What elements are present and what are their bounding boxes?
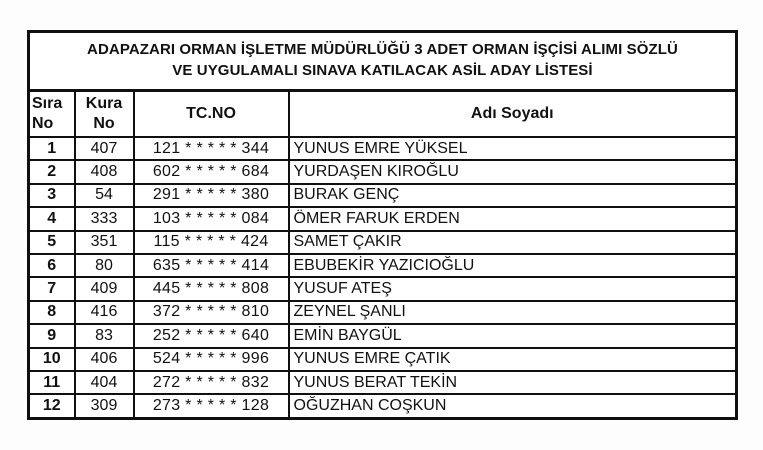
cell-sira-no: 1 xyxy=(29,137,75,160)
cell-kura-no: 83 xyxy=(75,324,134,347)
cell-kura-no: 333 xyxy=(75,207,134,230)
cell-kura-no: 408 xyxy=(75,160,134,183)
table-row xyxy=(29,207,737,230)
column-header-tc-no: TC.NO xyxy=(134,91,289,138)
cell-kura-no: 54 xyxy=(75,184,134,207)
cell-adi-soyadi: YURDAŞEN KIROĞLU xyxy=(289,160,737,183)
cell-tc-no: 445 * * * * * 808 xyxy=(134,277,289,300)
cell-kura-no: 416 xyxy=(75,301,134,324)
table-row xyxy=(29,137,737,160)
cell-tc-no: 635 * * * * * 414 xyxy=(134,254,289,277)
cell-sira-no: 10 xyxy=(29,348,75,371)
cell-adi-soyadi: SAMET ÇAKIR xyxy=(289,231,737,254)
cell-adi-soyadi: ZEYNEL ŞANLI xyxy=(289,301,737,324)
table-row xyxy=(29,324,737,347)
cell-kura-no: 80 xyxy=(75,254,134,277)
table-row xyxy=(29,184,737,207)
cell-sira-no: 2 xyxy=(29,160,75,183)
table-row xyxy=(29,277,737,300)
document-title xyxy=(29,32,737,91)
table-header-row xyxy=(29,91,737,138)
cell-kura-no: 406 xyxy=(75,348,134,371)
table-row xyxy=(29,231,737,254)
cell-sira-no: 11 xyxy=(29,371,75,394)
cell-adi-soyadi: YUSUF ATEŞ xyxy=(289,277,737,300)
table-row xyxy=(29,254,737,277)
document-title-line-2: VE UYGULAMALI SINAVA KATILACAK ASİL ADAY LİSTESİ xyxy=(172,62,593,79)
table-row xyxy=(29,160,737,183)
cell-sira-no: 12 xyxy=(29,394,75,418)
cell-adi-soyadi: ÖMER FARUK ERDEN xyxy=(289,207,737,230)
cell-kura-no: 351 xyxy=(75,231,134,254)
cell-kura-no: 409 xyxy=(75,277,134,300)
cell-adi-soyadi: YUNUS EMRE ÇATIK xyxy=(289,348,737,371)
cell-tc-no: 291 * * * * * 380 xyxy=(134,184,289,207)
cell-adi-soyadi: YUNUS BERAT TEKİN xyxy=(289,371,737,394)
cell-sira-no: 5 xyxy=(29,231,75,254)
table-row xyxy=(29,394,737,418)
table-row xyxy=(29,348,737,371)
cell-sira-no: 4 xyxy=(29,207,75,230)
column-header-adi-soyadi: Adı Soyadı xyxy=(289,91,737,138)
cell-sira-no: 8 xyxy=(29,301,75,324)
cell-adi-soyadi: EMİN BAYGÜL xyxy=(289,324,737,347)
cell-sira-no: 9 xyxy=(29,324,75,347)
cell-tc-no: 252 * * * * * 640 xyxy=(134,324,289,347)
cell-tc-no: 272 * * * * * 832 xyxy=(134,371,289,394)
table-head xyxy=(29,32,737,138)
cell-adi-soyadi: OĞUZHAN COŞKUN xyxy=(289,394,737,418)
cell-tc-no: 273 * * * * * 128 xyxy=(134,394,289,418)
table-row xyxy=(29,301,737,324)
cell-sira-no: 6 xyxy=(29,254,75,277)
title-row xyxy=(29,32,737,91)
cell-tc-no: 602 * * * * * 684 xyxy=(134,160,289,183)
cell-tc-no: 524 * * * * * 996 xyxy=(134,348,289,371)
column-header-kura-no: Kura No xyxy=(75,91,134,138)
cell-tc-no: 121 * * * * * 344 xyxy=(134,137,289,160)
document-title-line-1: ADAPAZARI ORMAN İŞLETME MÜDÜRLÜĞÜ 3 ADET ORMAN İŞÇİSİ ALIMI SÖZLÜ xyxy=(87,41,678,59)
cell-tc-no: 372 * * * * * 810 xyxy=(134,301,289,324)
table-row xyxy=(29,371,737,394)
table-body xyxy=(29,137,737,418)
cell-adi-soyadi: YUNUS EMRE YÜKSEL xyxy=(289,137,737,160)
cell-kura-no: 404 xyxy=(75,371,134,394)
cell-adi-soyadi: EBUBEKİR YAZICIOĞLU xyxy=(289,254,737,277)
column-header-sira-no: Sıra No xyxy=(29,91,75,138)
cell-sira-no: 7 xyxy=(29,277,75,300)
cell-sira-no: 3 xyxy=(29,184,75,207)
cell-adi-soyadi: BURAK GENÇ xyxy=(289,184,737,207)
candidate-list-table xyxy=(27,30,738,420)
cell-kura-no: 407 xyxy=(75,137,134,160)
cell-tc-no: 103 * * * * * 084 xyxy=(134,207,289,230)
cell-tc-no: 115 * * * * * 424 xyxy=(134,231,289,254)
cell-kura-no: 309 xyxy=(75,394,134,418)
